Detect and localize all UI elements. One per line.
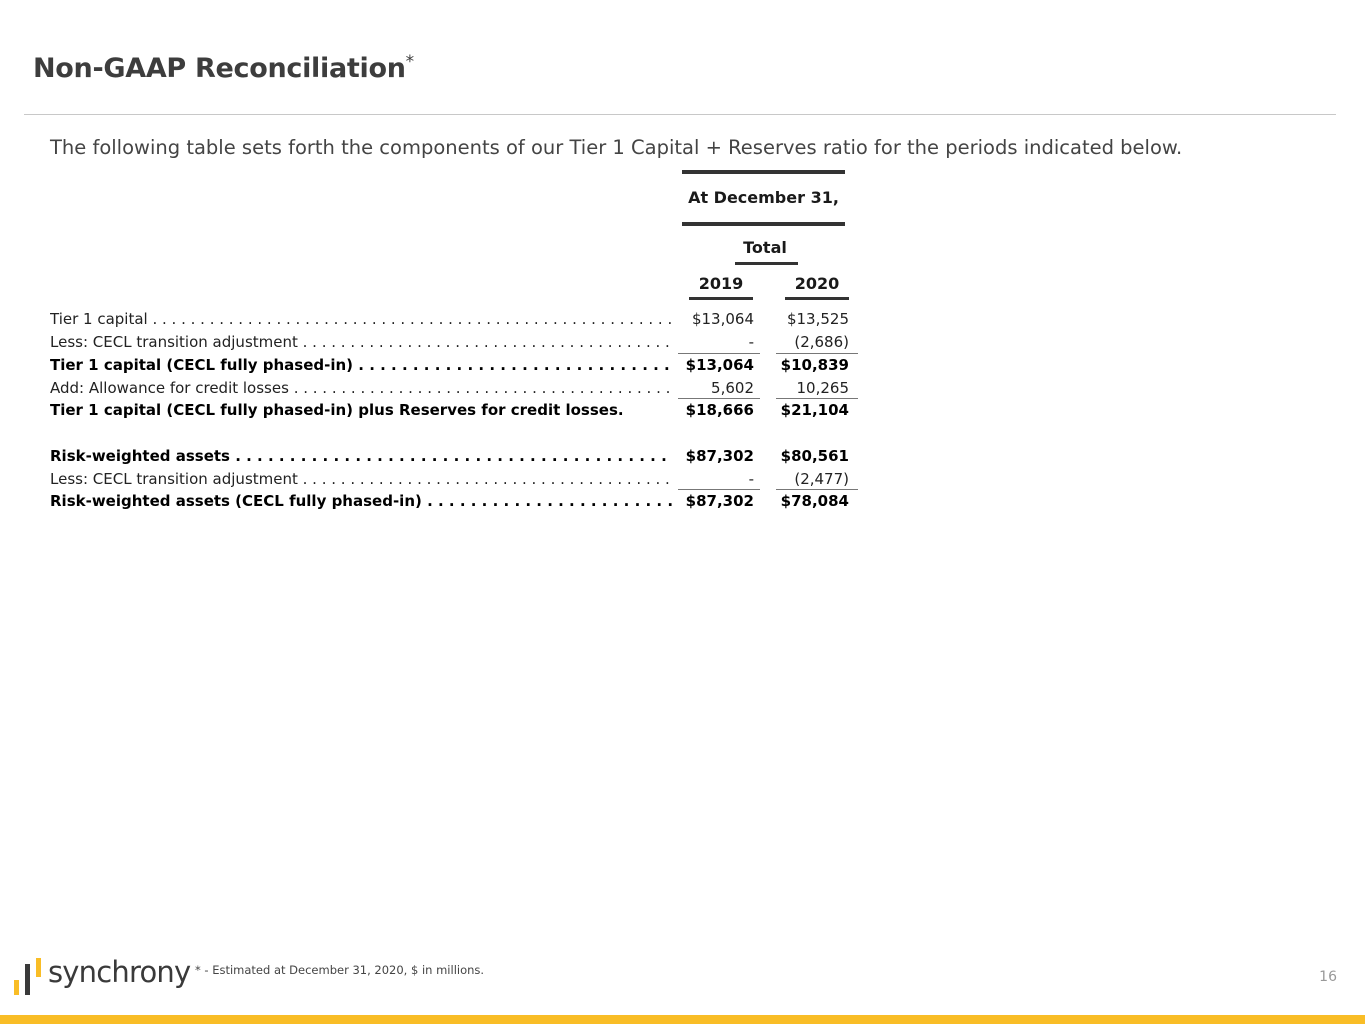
row-label: Less: CECL transition adjustment . . .	[50, 468, 672, 491]
year-header-2019: 2019	[698, 274, 744, 293]
row-label: Risk-weighted assets . . .	[50, 445, 672, 468]
title-divider	[24, 114, 1336, 115]
sub-header-bar	[735, 262, 798, 265]
table-row	[50, 377, 870, 400]
value-2019: $87,302	[685, 492, 754, 510]
value-2020: $21,104	[780, 401, 849, 419]
year-header-2019-bar	[689, 297, 753, 300]
table-row	[50, 354, 870, 377]
value-2019: -	[748, 333, 754, 351]
intro-text: The following table sets forth the components of our Tier 1 Capital + Reserves ratio for the periods indicated below.	[50, 136, 1183, 159]
page-number: 16	[1319, 969, 1337, 985]
group-header-top-bar	[682, 170, 845, 174]
value-2020: $13,525	[786, 310, 849, 328]
row-label: Add: Allowance for credit losses . . .	[50, 377, 672, 400]
value-2020: (2,686)	[794, 333, 849, 351]
table-row	[50, 445, 870, 468]
value-2020: (2,477)	[794, 470, 849, 488]
table-row	[50, 399, 870, 422]
group-header-bottom-bar	[682, 222, 845, 226]
row-label: Less: CECL transition adjustment . . .	[50, 331, 672, 354]
table-row	[50, 331, 870, 354]
value-2020: $10,839	[780, 356, 849, 374]
row-label: Risk-weighted assets (CECL fully phased-in) . . .	[50, 490, 672, 513]
value-2019: $18,666	[685, 401, 754, 419]
value-2019: $87,302	[685, 447, 754, 465]
row-label: Tier 1 capital (CECL fully phased-in) plus Reserves for credit losses.	[50, 401, 624, 419]
year-header-2020-bar	[785, 297, 849, 300]
value-2019: 5,602	[711, 379, 754, 397]
synchrony-wordmark: synchrony	[48, 955, 191, 989]
row-label: Tier 1 capital . . .	[50, 308, 672, 331]
value-2020: $78,084	[780, 492, 849, 510]
synchrony-logo-icon	[14, 958, 44, 998]
value-2019: $13,064	[691, 310, 754, 328]
page-title: Non-GAAP Reconciliation*	[33, 52, 414, 84]
table-row	[50, 468, 870, 491]
row-label: Tier 1 capital (CECL fully phased-in) . . .	[50, 354, 672, 377]
table-row	[50, 490, 870, 513]
year-header-2020: 2020	[794, 274, 840, 293]
value-2019: -	[748, 470, 754, 488]
value-2020: $80,561	[780, 447, 849, 465]
value-2020: 10,265	[796, 379, 849, 397]
footnote: * - Estimated at December 31, 2020, $ in millions.	[195, 963, 485, 977]
bottom-accent-bar	[0, 1015, 1365, 1024]
title-footnote-marker: *	[405, 52, 414, 72]
group-header: At December 31,	[688, 188, 839, 207]
table-row	[50, 308, 870, 331]
value-2019: $13,064	[685, 356, 754, 374]
sub-header: Total	[743, 238, 787, 257]
